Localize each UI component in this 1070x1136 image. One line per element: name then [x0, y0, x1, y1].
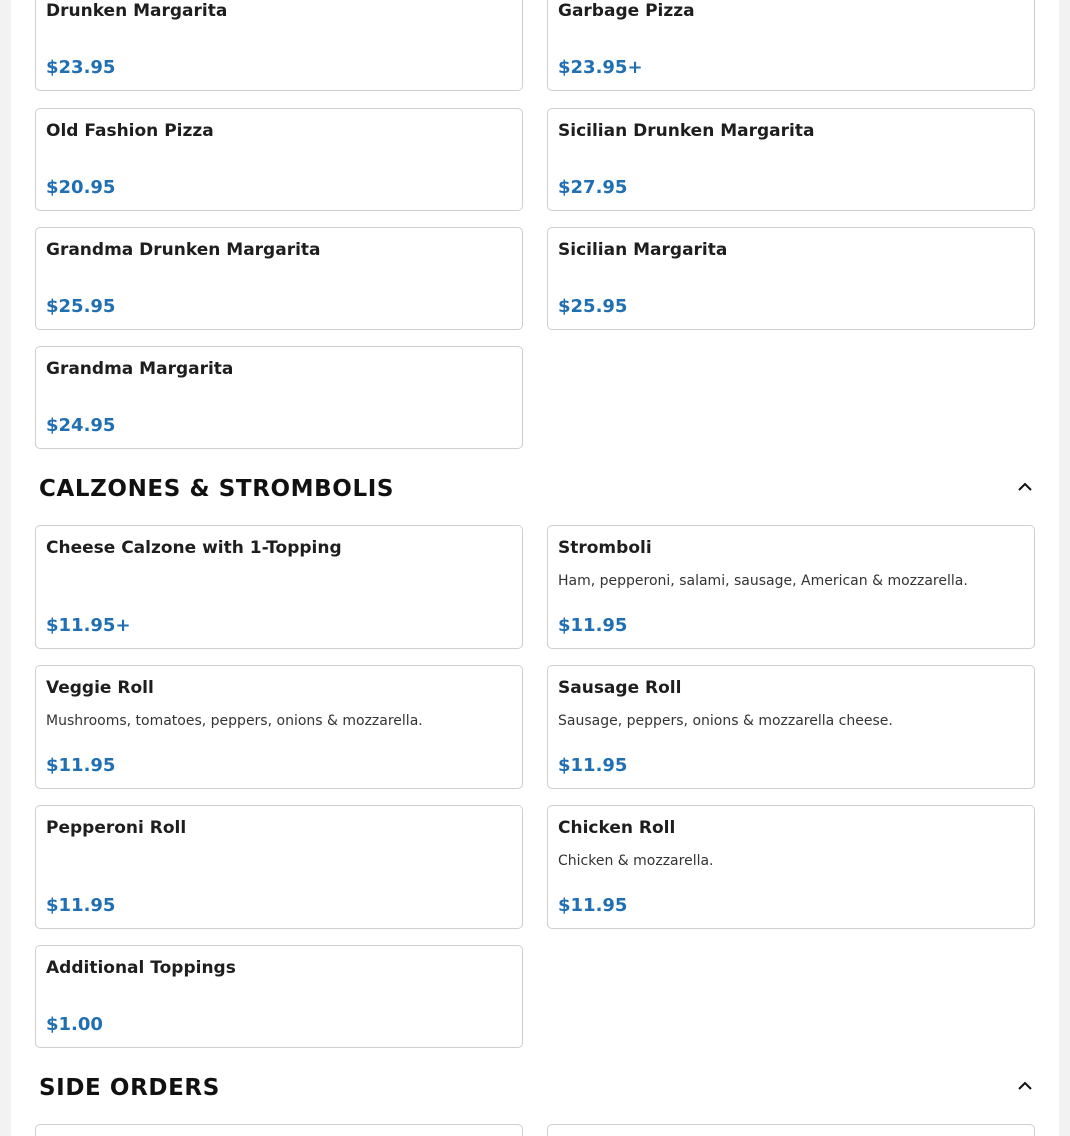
- menu-item-card[interactable]: [547, 1124, 1035, 1136]
- menu-item-name: Sicilian Drunken Margarita: [558, 121, 815, 141]
- menu-item-card[interactable]: [35, 525, 523, 649]
- menu-item-card[interactable]: [35, 1124, 523, 1136]
- menu-item-name: Additional Toppings: [46, 958, 236, 978]
- menu-item-name: Cheese Calzone with 1-Topping: [46, 538, 342, 558]
- menu-item-price: $24.95: [46, 415, 116, 436]
- menu-item-price: $23.95: [46, 57, 116, 78]
- chevron-up-icon[interactable]: [1017, 1076, 1033, 1088]
- menu-item-price: $27.95: [558, 177, 628, 198]
- menu-item-name: Grandma Drunken Margarita: [46, 240, 321, 260]
- menu-item-price: $11.95+: [46, 615, 131, 636]
- menu-item-price: $23.95+: [558, 57, 643, 78]
- menu-item-price: $25.95: [558, 296, 628, 317]
- menu-item-name: Veggie Roll: [46, 678, 154, 698]
- menu-item-price: $1.00: [46, 1014, 103, 1035]
- menu-item-name: Grandma Margarita: [46, 359, 234, 379]
- section-title-side-orders: SIDE ORDERS: [39, 1075, 220, 1101]
- menu-item-description: Mushrooms, tomatoes, peppers, onions & mozzarella.: [46, 713, 423, 729]
- menu-item-card[interactable]: [35, 346, 523, 449]
- menu-item-price: $11.95: [558, 755, 628, 776]
- menu-item-card[interactable]: [547, 108, 1035, 211]
- menu-item-price: $11.95: [558, 895, 628, 916]
- menu-item-price: $25.95: [46, 296, 116, 317]
- menu-item-name: Drunken Margarita: [46, 1, 228, 21]
- section-title-calzones: CALZONES & STROMBOLIS: [39, 476, 395, 502]
- menu-item-description: Chicken & mozzarella.: [558, 853, 714, 869]
- menu-item-name: Sicilian Margarita: [558, 240, 728, 260]
- menu-item-card[interactable]: [547, 805, 1035, 929]
- menu-item-card[interactable]: [35, 665, 523, 789]
- menu-item-price: $20.95: [46, 177, 116, 198]
- menu-item-price: $11.95: [46, 755, 116, 776]
- menu-item-card[interactable]: [35, 108, 523, 211]
- menu-item-card[interactable]: [547, 665, 1035, 789]
- menu-page: [11, 0, 1059, 1136]
- menu-item-description: Sausage, peppers, onions & mozzarella cheese.: [558, 713, 893, 729]
- menu-item-card[interactable]: [35, 945, 523, 1048]
- menu-item-card[interactable]: [547, 0, 1035, 91]
- chevron-up-icon[interactable]: [1017, 477, 1033, 489]
- menu-item-card[interactable]: [35, 0, 523, 91]
- menu-item-price: $11.95: [558, 615, 628, 636]
- menu-item-name: Chicken Roll: [558, 818, 676, 838]
- menu-item-price: $11.95: [46, 895, 116, 916]
- menu-item-name: Pepperoni Roll: [46, 818, 187, 838]
- menu-item-description: Ham, pepperoni, salami, sausage, American & mozzarella.: [558, 573, 968, 589]
- menu-item-name: Stromboli: [558, 538, 652, 558]
- menu-item-name: Old Fashion Pizza: [46, 121, 214, 141]
- menu-item-card[interactable]: [547, 525, 1035, 649]
- menu-item-name: Sausage Roll: [558, 678, 682, 698]
- menu-item-name: Garbage Pizza: [558, 1, 695, 21]
- menu-item-card[interactable]: [35, 227, 523, 330]
- menu-item-card[interactable]: [35, 805, 523, 929]
- menu-item-card[interactable]: [547, 227, 1035, 330]
